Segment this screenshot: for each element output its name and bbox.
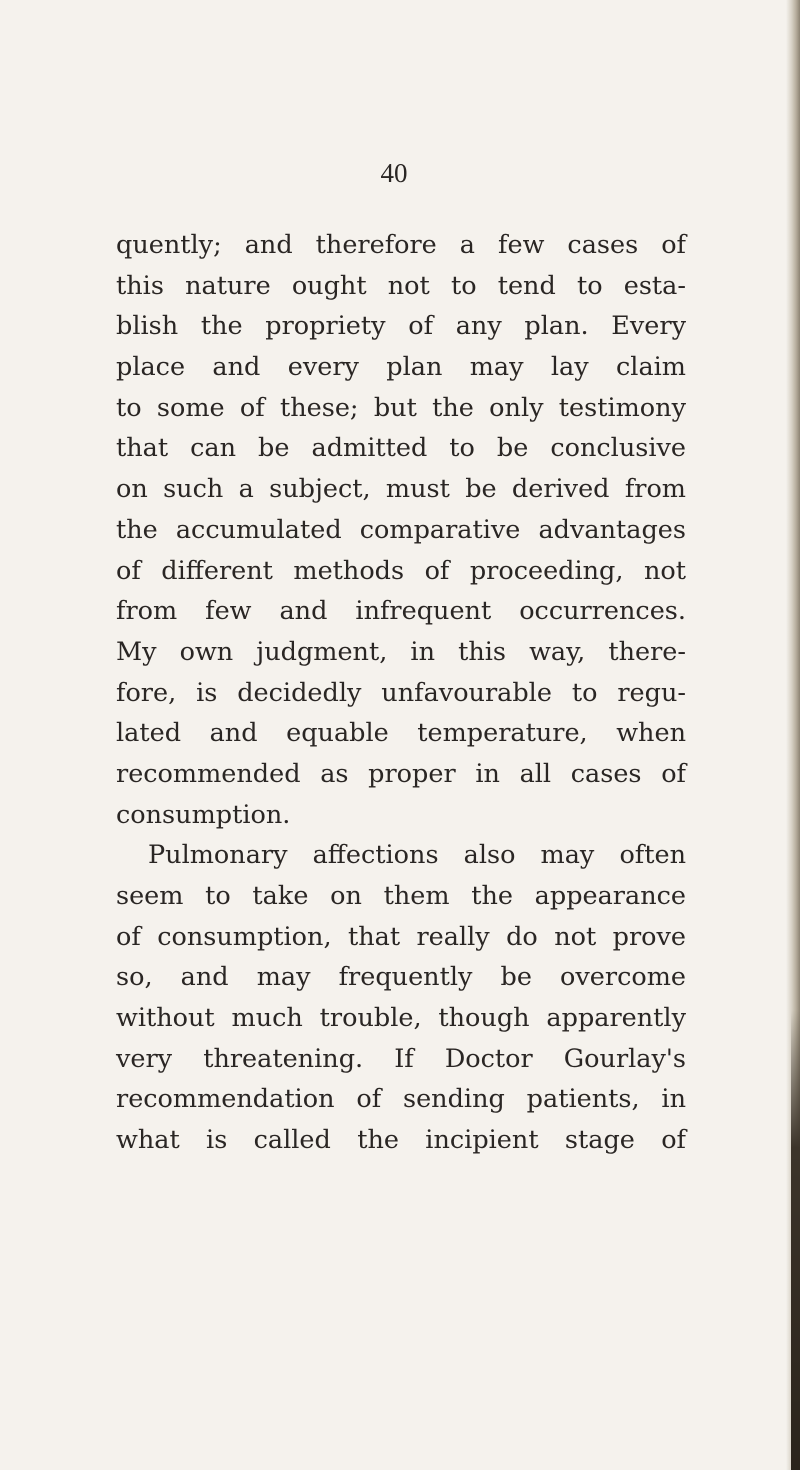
text-line: seem to take on them the appearance [116,881,686,911]
text-line: recommended as proper in all cases of [116,758,686,789]
text-line: recommendation of sending patients, in [116,1084,686,1115]
text-line: from few and infrequent occurrences. [116,596,686,627]
text-line: that can be admitted to be conclusive [116,433,686,464]
text-line: quently; and therefore a few cases of [116,230,686,260]
text-line: of different methods of proceeding, not [116,555,686,586]
text-line: blish the propriety of any plan. Every [116,311,686,342]
text-line: the accumulated comparative advantages [116,514,686,545]
text-line: lated and equable temperature, when [116,718,686,749]
text-line: to some of these; but the only testimony [116,392,686,423]
text-line: place and every plan may lay claim [116,352,686,383]
text-line: on such a subject, must be derived from [116,474,686,505]
text-line: My own judgment, in this way, there- [116,636,686,667]
text-line: of consumption, that really do not prove [116,921,686,952]
body-text [116,225,686,1161]
text-line: consumption. [116,799,291,830]
text-line: this nature ought not to tend to esta- [116,270,686,301]
text-line: so, and may frequently be overcome [116,962,686,993]
text-line: what is called the incipient stage of [116,1125,686,1156]
text-line: Pulmonary affections also may often [148,840,686,871]
text-line: very threatening. If Doctor Gourlay's [116,1043,686,1074]
text-line: fore, is decidedly unfavourable to regu- [116,677,686,708]
text-line: without much trouble, though apparently [116,1003,686,1034]
binding-edge [791,1010,800,1470]
page-number: 40 [380,158,408,188]
